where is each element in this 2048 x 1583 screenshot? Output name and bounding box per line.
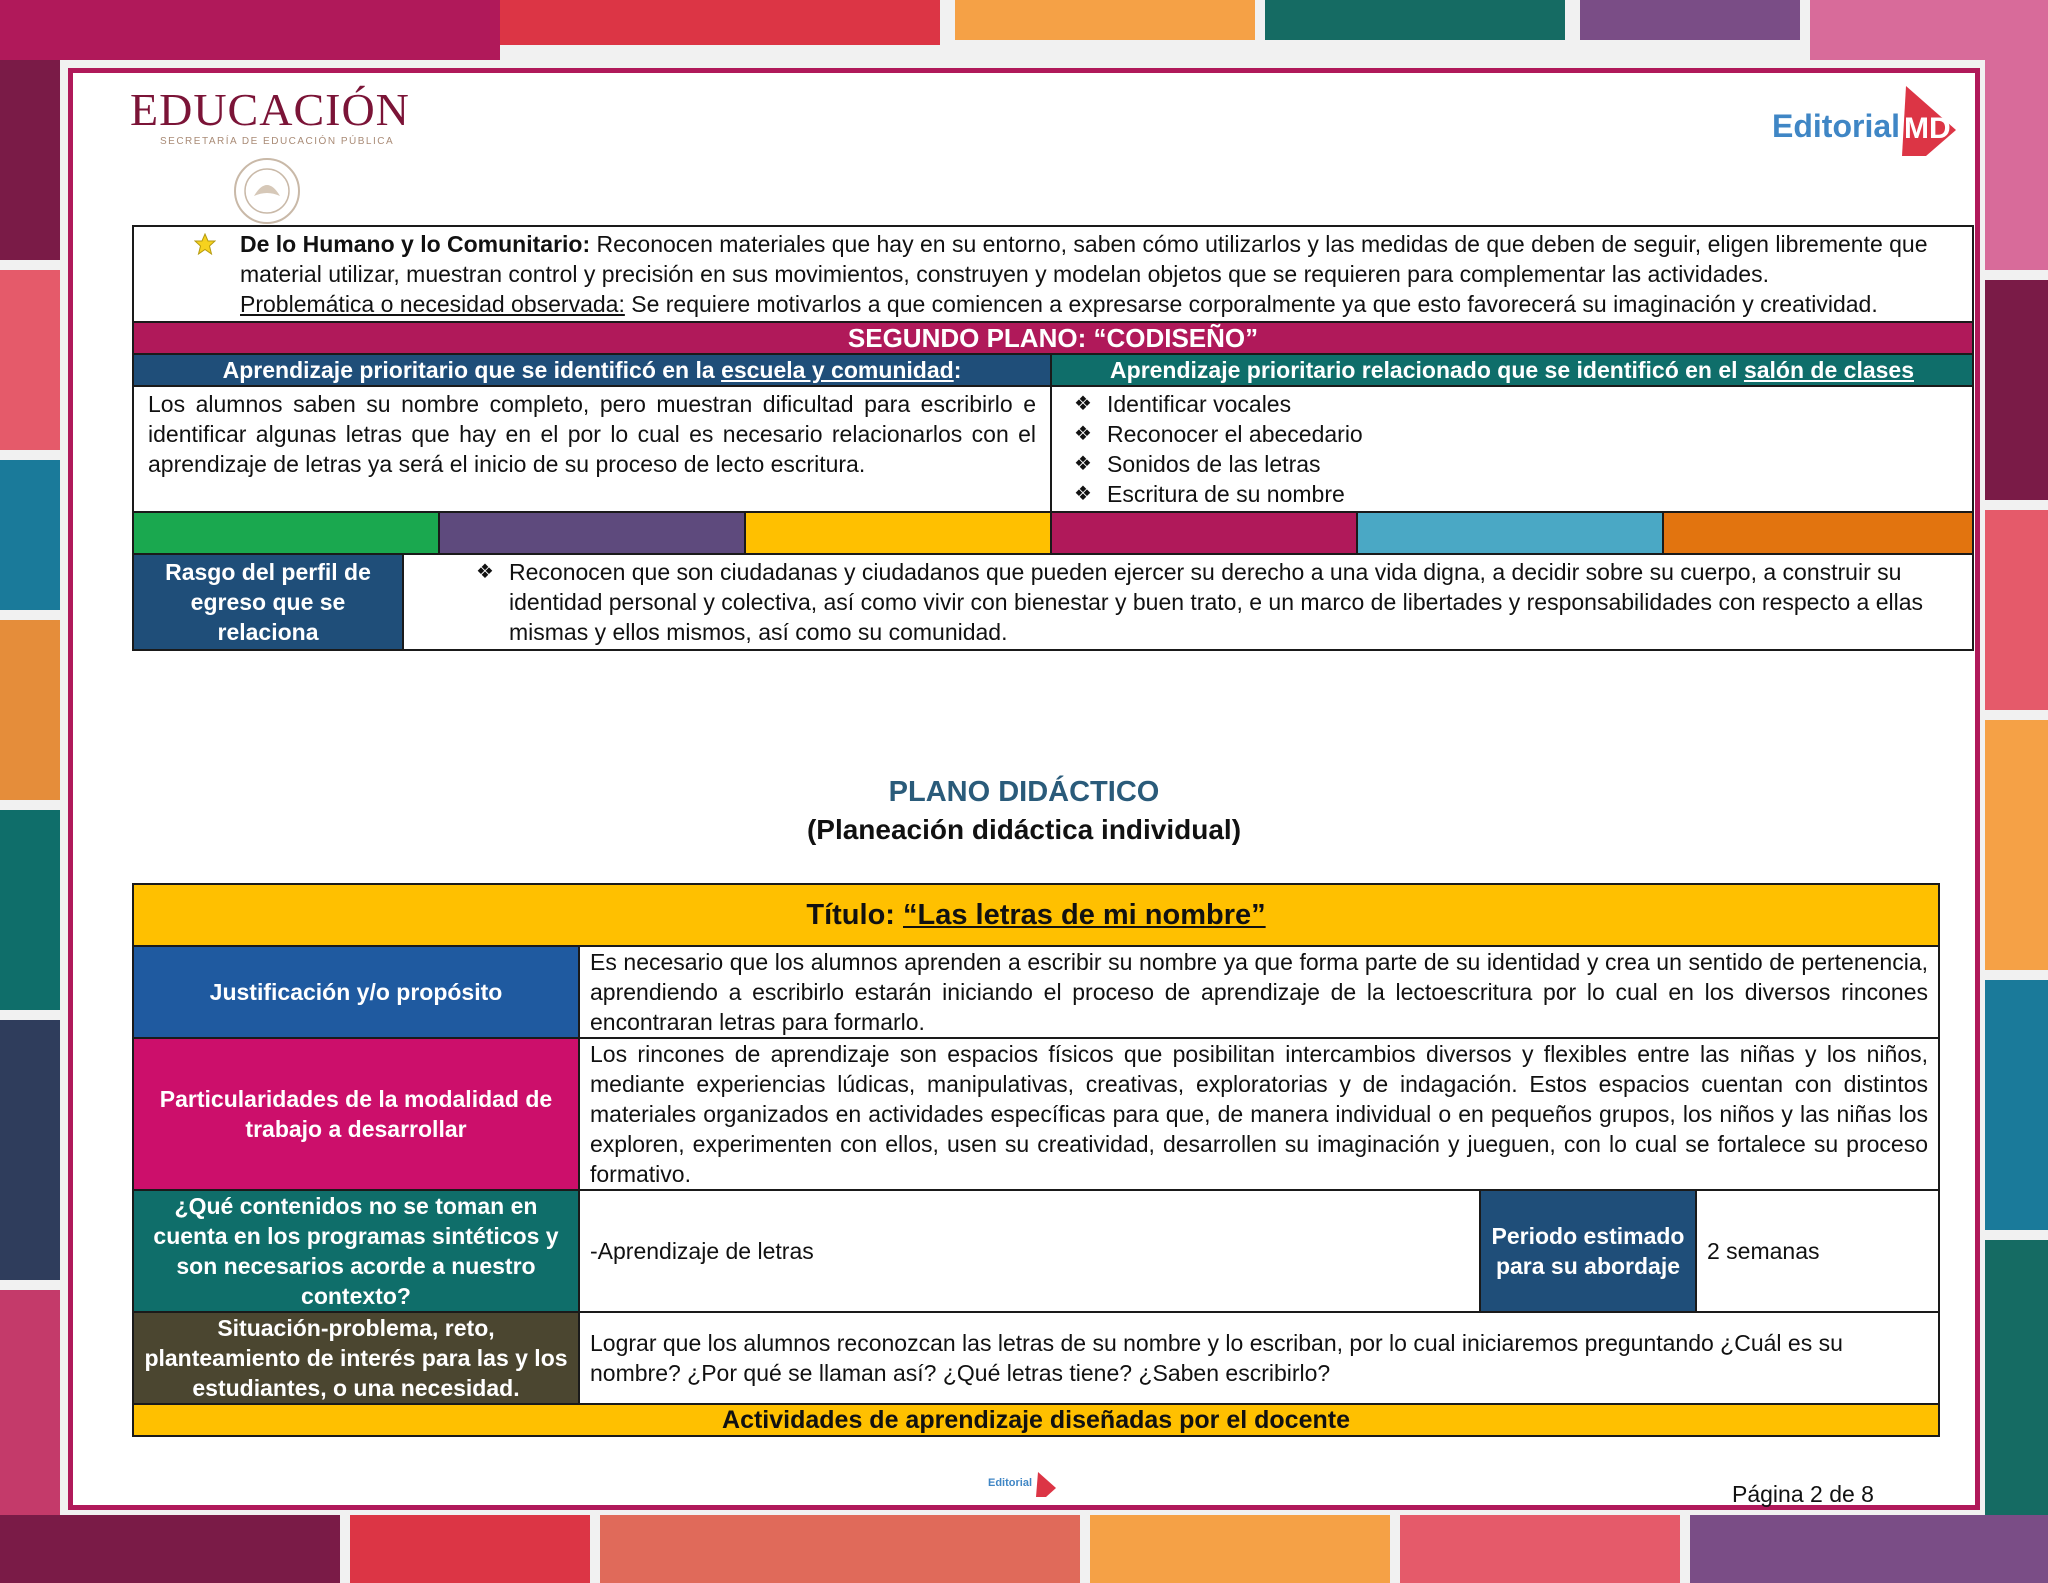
problem-text: Se requiere motivarlos a que comiencen a expresarse corporalmente ya que esto favorecerá su imaginación y creatividad. xyxy=(624,291,1878,317)
particularidades-label: Particularidades de la modalidad de trabajo a desarrollar xyxy=(133,1038,579,1190)
list-item: ❖ Escritura de su nombre xyxy=(1062,479,1962,509)
color-band-orange xyxy=(1663,512,1973,554)
titulo-value: “Las letras de mi nombre” xyxy=(903,899,1266,931)
sep-logo xyxy=(130,86,410,147)
escuela-header xyxy=(133,354,1051,386)
plano-didactico-table xyxy=(132,883,1940,1437)
star-bullet-icon xyxy=(194,233,216,255)
rasgo-label: Rasgo del perfil de egreso que se relaciona xyxy=(133,554,403,650)
rasgo-cell xyxy=(403,554,1973,650)
footer-md-logo-icon xyxy=(1034,1470,1060,1498)
campo-formativo-cell xyxy=(133,226,1973,322)
salon-list xyxy=(1062,389,1962,509)
color-band-purple xyxy=(439,512,745,554)
escuela-header-post: : xyxy=(953,357,962,383)
editorial-logo-text: Editorial xyxy=(1772,108,1901,144)
color-band-magenta xyxy=(1051,512,1357,554)
editorial-md-logo-icon xyxy=(1896,80,1966,158)
editorial-md-mark: MD xyxy=(1904,112,1951,145)
situacion-text: Lograr que los alumnos reconozcan las letras de su nombre y lo escriban, por lo cual iniciaremos preguntando ¿Cuál es su nombre? ¿Por qué se llaman así? ¿Qué letras tiene? ¿Saben escribirlo? xyxy=(579,1312,1939,1404)
campo-label: De lo Humano y lo Comunitario: xyxy=(240,231,591,257)
periodo-label: Periodo estimado para su abordaje xyxy=(1480,1190,1696,1312)
actividades-label: Actividades de aprendizaje diseñadas por el docente xyxy=(133,1404,1939,1436)
list-item: ❖ Reconocer el abecedario xyxy=(1062,419,1962,449)
contenidos-text: -Aprendizaje de letras xyxy=(579,1190,1480,1312)
color-band-green xyxy=(133,512,439,554)
edu-title: EDUCACIÓN xyxy=(130,84,410,135)
escuela-header-link: escuela y comunidad xyxy=(721,357,954,383)
particularidades-text: Los rincones de aprendizaje son espacios físicos que posibilitan intercambios diversos y flexibles entre las niñas y los niños, mediante experiencias lúdicas, manipulativas, creativas, exploratorias y de indagación. Estos espacios cuentan con distintos materiales organizados en actividades específicas para que, de manera individual o en pequeños grupos, los niños y las niñas los exploren, experimenten con ellos, usen su creatividad, desarrollen su imaginación y jueguen, con lo cual se fortalece su proceso formativo. xyxy=(579,1038,1939,1190)
salon-header-link: salón de clases xyxy=(1743,357,1914,383)
list-item: ❖ Sonidos de las letras xyxy=(1062,449,1962,479)
periodo-value: 2 semanas xyxy=(1696,1190,1939,1312)
color-band-lightblue xyxy=(1357,512,1663,554)
segundo-plano-title: SEGUNDO PLANO: “CODISEÑO” xyxy=(133,322,1973,354)
footer-editorial-text: Editorial xyxy=(988,1477,1033,1489)
titulo-row xyxy=(133,884,1939,946)
list-item: ❖ Identificar vocales xyxy=(1062,389,1962,419)
escuela-header-pre: Aprendizaje prioritario que se identificó en la xyxy=(222,357,722,383)
justificacion-label: Justificación y/o propósito xyxy=(133,946,579,1038)
escuela-text: Los alumnos saben su nombre completo, pero muestran dificultad para escribirlo e identificar algunas letras que hay en el por lo cual es necesario relacionarlos con el aprendizaje de letras ya será el inicio de su proceso de lecto escritura. xyxy=(133,386,1051,512)
rasgo-list xyxy=(464,557,1952,647)
national-seal-icon xyxy=(228,156,306,226)
contenidos-label: ¿Qué contenidos no se toman en cuenta en los programas sintéticos y son necesarios acorde a nuestro contexto? xyxy=(133,1190,579,1312)
plano-didactico-title: PLANO DIDÁCTICO xyxy=(888,776,1160,808)
list-item: ❖ Reconocen que son ciudadanas y ciudadanos que pueden ejercer su derecho a una vida digna, a decidir sobre su cuerpo, a construir su identidad personal y colectiva, así como vivir con bienestar y buen trato, e un marco de libertades y responsabilidades con respecto a ellas mismas y ellos mismos, así como su comunidad. xyxy=(464,557,1952,647)
salon-list-cell xyxy=(1051,386,1973,512)
page-number: Página 2 de 8 xyxy=(1732,1481,1874,1507)
edu-subtitle: SECRETARÍA DE EDUCACIÓN PÚBLICA xyxy=(160,136,395,147)
plano-didactico-subtitle: (Planeación didáctica individual) xyxy=(806,814,1242,845)
problem-label: Problemática o necesidad observada: xyxy=(240,291,625,317)
titulo-label: Título: xyxy=(806,899,904,931)
justificacion-text: Es necesario que los alumnos aprenden a escribir su nombre ya que forma parte de su identidad y crea un sentido de pertenencia, aprendiendo a escribirlo estarán iniciando el proceso de aprendizaje de la lectoescritura por lo cual en los diversos rincones encontraran letras para formarlo. xyxy=(579,946,1939,1038)
situacion-label: Situación-problema, reto, planteamiento de interés para las y los estudiantes, o una necesidad. xyxy=(133,1312,579,1404)
campo-text: Reconocen materiales que hay en su entorno, saben cómo utilizarlos y las medidas de que deben de seguir, eligen libremente que material utilizar, muestran control y precisión en sus movimientos, construyen y modelan objetos que se requieren para complementar las actividades. xyxy=(240,231,1928,287)
salon-header xyxy=(1051,354,1973,386)
salon-header-pre: Aprendizaje prioritario relacionado que se identificó en el xyxy=(1110,357,1744,383)
color-band-yellow xyxy=(745,512,1051,554)
codiseno-table xyxy=(132,225,1974,651)
